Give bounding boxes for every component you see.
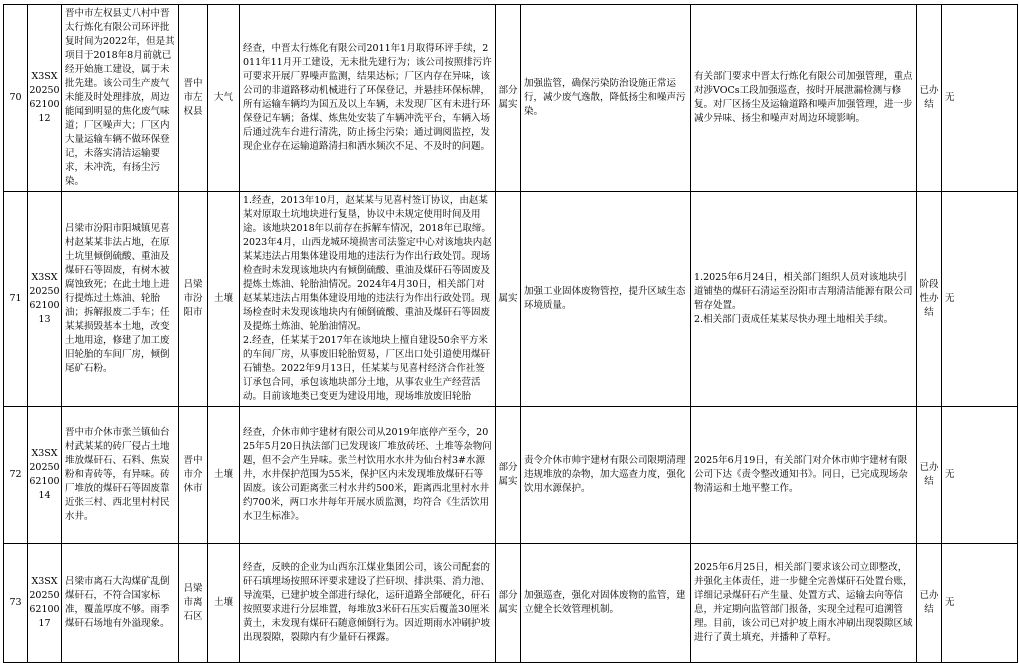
accountability: 无 — [942, 5, 1018, 192]
status-badge: 已办结 — [917, 544, 942, 663]
status-badge: 已办结 — [917, 407, 942, 544]
row-number: 73 — [4, 544, 28, 663]
pollution-type: 大气 — [208, 5, 240, 192]
investigation-findings: 经查，反映的企业为山西东江煤业集团公司，该公司配套的矸石填埋场按照环评要求建设了拦矸坝、排洪渠、消力池、导流渠，已建护坡全部进行绿化，运矸道路全部硬化，矸石按照要求进行分层堆置，每堆放3米矸石压实后覆盖30厘米黄土，未发现有煤矸石随意倾倒行为。因近期雨水冲刷护坡出现裂隙，裂隙内有少量矸石裸露。 — [240, 544, 496, 663]
pollution-type: 土壤 — [208, 192, 240, 407]
accountability: 无 — [942, 544, 1018, 663]
rectification-result: 1.2025年6月24日，相关部门组织人员对该地块引道铺垫的煤矸石清运至汾阳市吉翔清洁能源有限公司暂存处置。 2.相关部门责成任某某尽快办理土地相关手续。 — [691, 192, 917, 407]
administrative-area: 晋中市介休市 — [179, 407, 208, 544]
investigation-findings: 1.经查，2013年10月，赵某某与见喜村签订协议，由赵某某对原取土坑地块进行复垦，协议中未规定使用时间及用途。该地块2018年以前存在拆解车情况，2018年已取缔。2023年4月，山西龙城环境损害司法鉴定中心对该地块内赵某某违法占用集体建设用地的违法行为作出行政处罚。现场检查时未发现该地块内有倾倒硫酸、重油及煤矸石等固废及提炼土炼油、轮胎油情况。2024年4月30日，相关部门对赵某某违法占用集体建设用地的违法行为作出行政处罚。现场检查时未发现该地块内有倾倒硫酸、重油及煤矸石等固废及提炼土炼油、轮胎油情况。 2.经查，任某某于2017年在该地块上擅自建设50余平方米的车间厂房，从事废旧轮胎贸易，厂区出口处引道使用煤矸石铺垫。2022年9月13日，任某某与见喜村经济合作社签订承包合同，承包该地块部分土地，从事农业生产经营活动。目前该地类已变更为建设用地，现场堆放废旧轮胎 — [240, 192, 496, 407]
handling-measures: 加强工业固体废物管控，提升区域生态环境质量。 — [521, 192, 691, 407]
report-content: 晋中市左权县丈八村中晋太行炼化有限公司环评批复时间为2022年，但是其项目于2018年8月前就已经开始施工建设，属于未批先建。该公司生产废气未能及时处理排放，周边能闻到明显的焦化废气味道；厂区噪声大；厂区内大量运输车辆不做环保登记，未落实清洁运输要求，未冲洗，有扬尘污染。 — [62, 5, 179, 192]
pollution-type: 土壤 — [208, 407, 240, 544]
status-badge: 阶段性办结 — [917, 192, 942, 407]
verification-result: 部分属实 — [496, 407, 521, 544]
row-number: 72 — [4, 407, 28, 544]
report-content: 晋中市介休市张兰镇仙台村武某某的砖厂侵占土地堆放煤矸石、石料、焦炭粉和青砖等，有异味。砖厂堆放的煤矸石等固废靠近张三村、西北里村村民水井。 — [62, 407, 179, 544]
accountability: 无 — [942, 192, 1018, 407]
table-row — [4, 192, 1018, 407]
handling-measures: 加强监管，确保污染防治设施正常运行，减少废气逸散，降低扬尘和噪声污染。 — [521, 5, 691, 192]
row-number: 71 — [4, 192, 28, 407]
table-row — [4, 407, 1018, 544]
administrative-area: 吕梁市汾阳市 — [179, 192, 208, 407]
handling-measures: 责令介休市帅宇建材有限公司限期清理违规堆放的杂物，加大巡查力度，强化饮用水源保护。 — [521, 407, 691, 544]
case-code: X3SX202506210017 — [28, 544, 62, 663]
case-code: X3SX202506210012 — [28, 5, 62, 192]
table-row — [4, 5, 1018, 192]
case-code: X3SX202506210013 — [28, 192, 62, 407]
administrative-area: 吕梁市离石区 — [179, 544, 208, 663]
case-code: X3SX202506210014 — [28, 407, 62, 544]
investigation-findings: 经查，介休市帅宇建材有限公司从2019年底停产至今，2025年5月20日执法部门已发现该厂堆放砖坯、土堆等杂物问题，但不会产生异味。张兰村饮用水水井为仙台村3#水源井，水井保护范围为55米，保护区内未发现堆放煤矸石等固废。该公司距离张三村水井约500米，距离西北里村水井约700米，两口水井每年开展水质监测，均符合《生活饮用水卫生标准》。 — [240, 407, 496, 544]
rectification-result: 有关部门要求中晋太行炼化有限公司加强管理，重点对涉VOCs工段加强巡查，按时开展泄漏检测与修复。对厂区扬尘及运输道路和噪声加强管理，进一步减少异味、扬尘和噪声对周边环境影响。 — [691, 5, 917, 192]
rectification-result: 2025年6月25日，相关部门要求该公司立即整改，并强化主体责任，进一步健全完善煤矸石处置台账，详细记录煤矸石产生量、处置方式、运输去向等信息，并定期向监管部门报备，实现全过程可追溯管理。目前，该公司已对护坡上雨水冲刷出现裂隙区域进行了黄土填充，并播种了草籽。 — [691, 544, 917, 663]
verification-result: 属实 — [496, 192, 521, 407]
verification-result: 部分属实 — [496, 5, 521, 192]
row-number: 70 — [4, 5, 28, 192]
table-row — [4, 544, 1018, 663]
handling-measures: 加强巡查，强化对固体废物的监管，建立健全长效管理机制。 — [521, 544, 691, 663]
report-content: 吕梁市汾阳市阳城镇见喜村赵某某非法占地，在原土坑里倾倒硫酸、重油及煤矸石等固废，有树木被腐蚀致死；在此土地上进行提炼过土炼油、轮胎油；拆解报废二手车；任某某损毁基本土地，改变土地用途，修建了加工废旧轮胎的车间厂房，倾倒尾矿石粉。 — [62, 192, 179, 407]
status-badge: 已办结 — [917, 5, 942, 192]
petition-table — [3, 4, 1018, 663]
rectification-result: 2025年6月19日，有关部门对介休市帅宇建材有限公司下达《责令整改通知书》。同日，已完成现场杂物清运和土地平整工作。 — [691, 407, 917, 544]
investigation-findings: 经查，中晋太行炼化有限公司2011年1月取得环评手续，2011年11月开工建设，无未批先建行为；该公司按照排污许可要求开展厂界噪声监测，结果达标；厂区内存在异味，该公司的非道路移动机械进行了环保登记，并悬挂环保标牌，所有运输车辆均为国五及以上车辆，未发现厂区有未进行环保登记车辆；备煤、炼焦处安装了车辆冲洗平台，车辆入场后通过洗车台进行清洗，防止扬尘污染；通过调阅监控，发现企业存在运输道路清扫和洒水频次不足、不及时的问题。 — [240, 5, 496, 192]
pollution-type: 土壤 — [208, 544, 240, 663]
report-content: 吕梁市离石大沟煤矿乱倒煤矸石，不符合国家标准，覆盖厚度不够。雨季煤矸石场地有外溢现象。 — [62, 544, 179, 663]
accountability: 无 — [942, 407, 1018, 544]
verification-result: 部分属实 — [496, 544, 521, 663]
administrative-area: 晋中市左权县 — [179, 5, 208, 192]
